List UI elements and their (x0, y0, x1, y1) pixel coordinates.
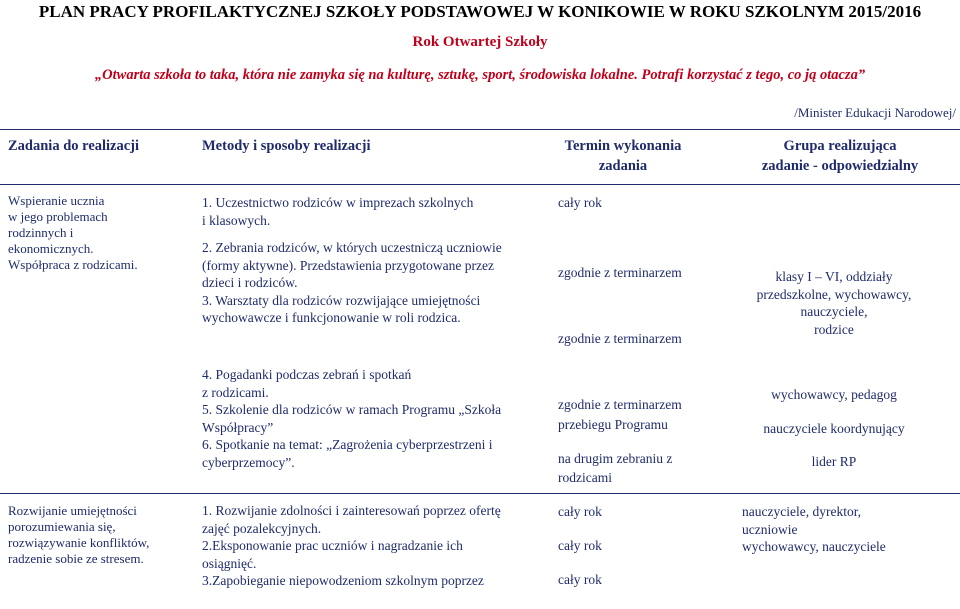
section1-group-b3: lider RP (811, 454, 857, 469)
section1-term-6: na drugim zebraniu z (558, 451, 673, 466)
section2-task-line: radzenie sobie ze stresem. (8, 551, 144, 566)
header-term (548, 138, 698, 175)
section1-methods-a (202, 194, 502, 327)
method-line: wychowawcze i funkcjonowanie w roli rodzica. (202, 310, 461, 325)
section2-task-line: porozumiewania się, (8, 519, 116, 534)
motto-quote: „Otwarta szkoła to taka, która nie zamyka się na kulturę, sztukę, sport, środowiska lokalne. Potrafi korzystać z tego, co ją otacza” (94, 67, 866, 83)
header-tasks: Zadania do realizacji (8, 138, 140, 154)
section2-term-1: cały rok (558, 504, 602, 519)
method-line: (formy aktywne). Przedstawienia przygotowane przez (202, 257, 495, 273)
section2-task-line: rozwiązywanie konfliktów, (8, 535, 150, 550)
section2-methods (202, 502, 501, 590)
section1-task-line: w jego problemach (8, 209, 108, 224)
method-line: 3. Warsztaty dla rodziców rozwijające umiejętności (202, 292, 481, 308)
group-line: nauczyciele, (800, 304, 868, 319)
group-line: rodzice (814, 321, 854, 337)
section-divider (0, 493, 960, 494)
method-line: 1. Rozwijanie zdolności i zainteresowań poprzez ofertę (202, 503, 501, 518)
section1-group-a (724, 268, 944, 338)
section1-task-line: ekonomicznych. (8, 241, 94, 256)
section1-task-line: Wspieranie ucznia (8, 193, 105, 208)
section1-term-1: cały rok (558, 195, 602, 210)
section1-term-4: zgodnie z terminarzem (558, 397, 682, 412)
section2-task (8, 503, 149, 567)
section1-term-3: zgodnie z terminarzem (558, 331, 682, 346)
header-bottom-border (0, 184, 960, 185)
section1-task-line: rodzinnych i (8, 225, 74, 240)
section2-task-line: Rozwijanie umiejętności (8, 503, 137, 518)
section1-term-2: zgodnie z terminarzem (558, 265, 682, 280)
header-term-line2: zadania (598, 158, 648, 174)
method-line: 4. Pogadanki podczas zebrań i spotkań (202, 367, 412, 382)
header-group-line1: Grupa realizująca (783, 138, 897, 154)
section1-group-b2: nauczyciele koordynujący (763, 421, 905, 436)
section1-term-7: rodzicami (558, 470, 612, 485)
document-subtitle: Rok Otwartej Szkoły (412, 34, 548, 50)
method-line: 6. Spotkanie na temat: „Zagrożenia cyberprzestrzeni i (202, 437, 493, 452)
section1-task-line: Współpraca z rodzicami. (8, 257, 138, 272)
section1-task (8, 193, 138, 273)
section1-methods-b (202, 366, 501, 471)
group-line: uczniowie (742, 521, 798, 537)
section1-term-5: przebiegu Programu (558, 417, 668, 432)
method-line: 2.Eksponowanie prac uczniów i nagradzanie ich (202, 538, 463, 553)
method-line: 3.Zapobieganie niepowodzeniom szkolnym poprzez (202, 573, 484, 588)
method-line: cyberprzemocy”. (202, 454, 295, 470)
method-line: zajęć pozalekcyjnych. (202, 520, 322, 536)
method-line: z rodzicami. (202, 384, 269, 400)
group-line: wychowawcy, nauczyciele (742, 539, 886, 554)
group-line: przedszkolne, wychowawcy, (756, 286, 912, 302)
method-line: 5. Szkolenie dla rodziców w ramach Programu „Szkoła (202, 402, 502, 417)
table-top-border (0, 129, 960, 130)
group-line: klasy I – VI, oddziały (775, 269, 893, 284)
method-line: i klasowych. (202, 212, 271, 228)
method-line: dzieci i rodziców. (202, 275, 298, 290)
group-line: nauczyciele, dyrektor, (742, 504, 862, 519)
method-line: osiągnięć. (202, 555, 257, 571)
method-line: 1. Uczestnictwo rodziców w imprezach szkolnych (202, 195, 474, 210)
section1-group-b1: wychowawcy, pedagog (771, 387, 897, 402)
header-term-line1: Termin wykonania (564, 138, 682, 154)
section2-group (742, 503, 886, 556)
method-line: 2. Zebrania rodziców, w których uczestniczą uczniowie (202, 240, 502, 255)
section2-term-3: cały rok (558, 572, 602, 587)
header-group-line2: zadanie - odpowiedzialny (761, 158, 919, 174)
header-group (740, 138, 940, 175)
document-title: PLAN PRACY PROFILAKTYCZNEJ SZKOŁY PODSTAWOWEJ W KONIKOWIE W ROKU SZKOLNYM 2015/2016 (38, 2, 922, 21)
header-methods: Metody i sposoby realizacji (202, 138, 371, 154)
method-line: Współpracy” (202, 419, 274, 435)
motto-author: /Minister Edukacji Narodowej/ (794, 105, 956, 120)
section2-term-2: cały rok (558, 538, 602, 553)
